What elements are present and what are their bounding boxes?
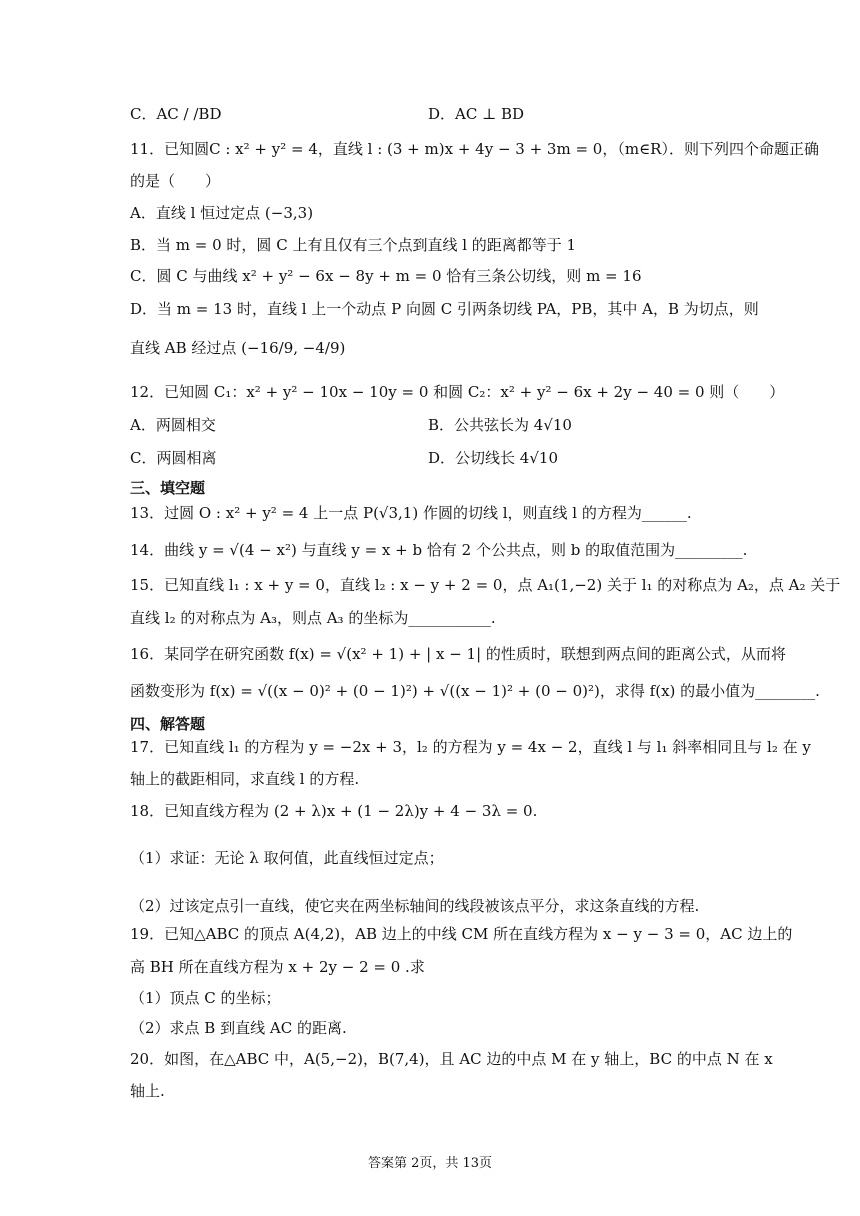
question-19-line-2: 高 BH 所在直线方程为 x + 2y − 2 = 0 .求 <box>130 958 425 976</box>
section-heading-solve: 四、解答题 <box>130 715 206 733</box>
question-16-line-2: 函数变形为 f(x) = √((x − 0)² + (0 − 1)²) + √((x − 1)² + (0 − 0)²)，求得 f(x) 的最小值为________. <box>130 682 820 700</box>
page-footer: 答案第 2页，共 13页 <box>367 1156 493 1171</box>
question-15-line-1: 15．已知直线 l₁ : x + y = 0，直线 l₂ : x − y + 2 = 0，点 A₁(1,−2) 关于 l₁ 的对称点为 A₂，点 A₂ 关于 <box>130 576 841 594</box>
question-12-option-c: C．两圆相离 <box>130 449 217 467</box>
question-18-stem: 18．已知直线方程为 (2 + λ)x + (1 − 2λ)y + 4 − 3λ = 0. <box>130 802 538 820</box>
question-11-option-d: D．当 m = 13 时，直线 l 上一个动点 P 向圆 C 引两条切线 PA，PB，其中 A，B 为切点，则 <box>130 300 759 318</box>
option-c-q10: C．AC / /BD <box>130 105 222 123</box>
question-11-option-b: B．当 m = 0 时，圆 C 上有且仅有三个点到直线 l 的距离都等于 1 <box>130 236 577 254</box>
question-13: 13．过圆 O : x² + y² = 4 上一点 P(√3,1) 作圆的切线 l，则直线 l 的方程为______. <box>130 504 692 522</box>
question-11-option-d-cont: 直线 AB 经过点 (−16/9, −4/9) <box>130 339 346 357</box>
question-12-option-a: A．两圆相交 <box>130 416 216 434</box>
question-19-line-1: 19．已知△ABC 的顶点 A(4,2)，AB 边上的中线 CM 所在直线方程为 x − y − 3 = 0，AC 边上的 <box>130 925 793 943</box>
question-19-part-1: （1）顶点 C 的坐标； <box>130 989 281 1007</box>
question-16-line-1: 16．某同学在研究函数 f(x) = √(x² + 1) + | x − 1| 的性质时，联想到两点间的距离公式，从而将 <box>130 645 786 663</box>
question-18-part-2: （2）过该定点引一直线，使它夹在两坐标轴间的线段被该点平分，求这条直线的方程. <box>130 897 700 915</box>
question-17-line-2: 轴上的截距相同，求直线 l 的方程. <box>130 770 360 788</box>
question-20-line-1: 20．如图，在△ABC 中，A(5,−2)，B(7,4)，且 AC 边的中点 M 在 y 轴上，BC 的中点 N 在 x <box>130 1050 773 1068</box>
question-12-stem: 12．已知圆 C₁：x² + y² − 10x − 10y = 0 和圆 C₂：x² + y² − 6x + 2y − 40 = 0 则（ ） <box>130 383 785 401</box>
section-heading-fill: 三、填空题 <box>130 479 206 497</box>
question-17-line-1: 17．已知直线 l₁ 的方程为 y = −2x + 3，l₂ 的方程为 y = 4x − 2，直线 l 与 l₁ 斜率相同且与 l₂ 在 y <box>130 738 811 756</box>
question-11-option-c: C．圆 C 与曲线 x² + y² − 6x − 8y + m = 0 恰有三条公切线，则 m = 16 <box>130 267 642 285</box>
question-11-stem-cont: 的是（ ） <box>130 172 221 190</box>
question-11-stem: 11．已知圆C : x² + y² = 4，直线 l : (3 + m)x + 4y − 3 + 3m = 0，（m∈R）．则下列四个命题正确 <box>130 140 819 158</box>
question-12-option-b: B．公共弦长为 4√10 <box>428 416 572 434</box>
option-d-q10: D．AC ⊥ BD <box>428 105 525 123</box>
question-14: 14．曲线 y = √(4 − x²) 与直线 y = x + b 恰有 2 个公共点，则 b 的取值范围为_________. <box>130 541 748 559</box>
question-12-option-d: D．公切线长 4√10 <box>428 449 558 467</box>
question-15-line-2: 直线 l₂ 的对称点为 A₃，则点 A₃ 的坐标为___________. <box>130 609 496 627</box>
question-18-part-1: （1）求证：无论 λ 取何值，此直线恒过定点； <box>130 849 444 867</box>
question-19-part-2: （2）求点 B 到直线 AC 的距离. <box>130 1019 347 1037</box>
question-20-line-2: 轴上. <box>130 1082 165 1100</box>
question-11-option-a: A．直线 l 恒过定点 (−3,3) <box>130 204 314 222</box>
